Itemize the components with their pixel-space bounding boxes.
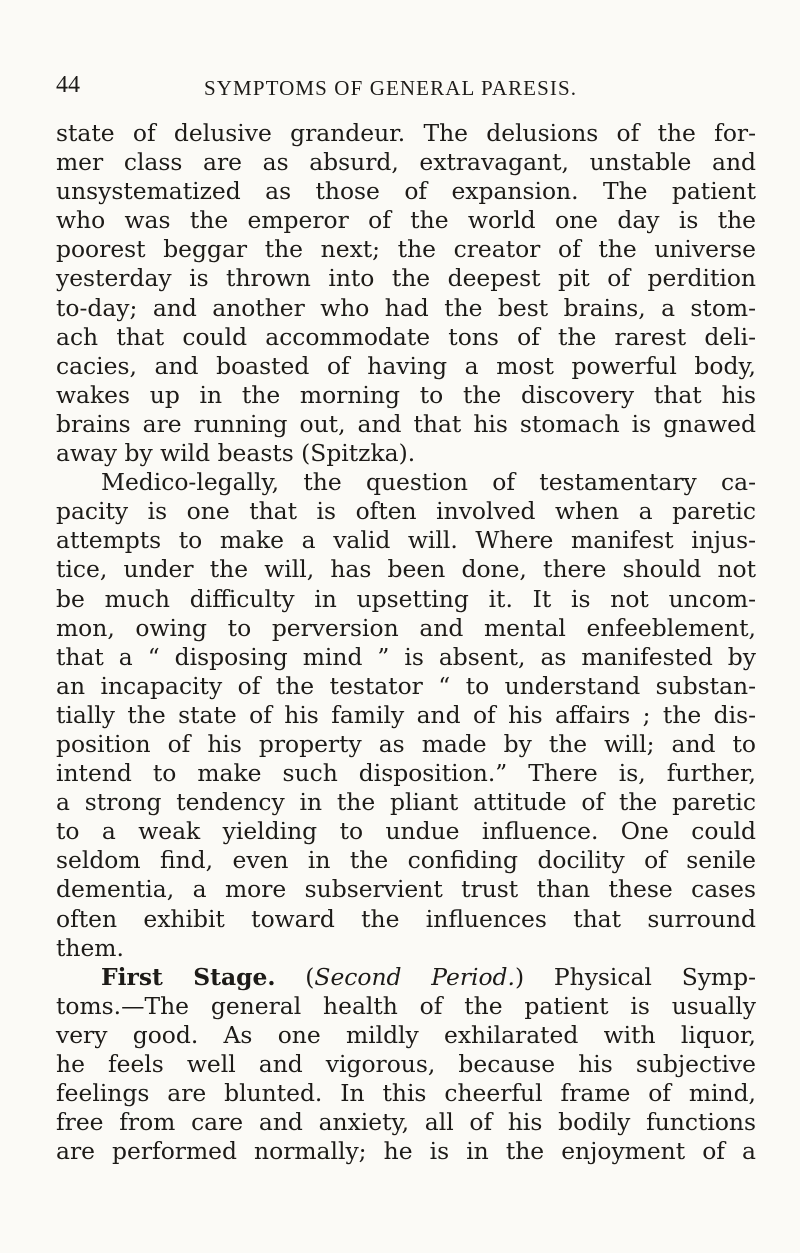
text-line: state of delusive grandeur. The delusions of the for- [56, 119, 756, 147]
text-line: that a “ disposing mind ” is absent, as manifested by [56, 642, 756, 671]
text-line: he feels well and vigorous, because his subjective [56, 1050, 756, 1078]
running-title: SYMPTOMS OF GENERAL PARESIS. [204, 76, 578, 100]
page-number: 44 [56, 72, 80, 98]
text-line: are performed normally; he is in the enjoyment of a [56, 1137, 756, 1166]
text-line: seldom find, even in the confiding docility of senile [56, 846, 756, 875]
first-stage-heading-line [56, 963, 756, 992]
text-line: dementia, a more subservient trust than these cases [56, 875, 756, 904]
text-line: be much difficulty in upsetting it. It is not uncom- [56, 584, 756, 613]
second-period-label: Second Period. [314, 962, 515, 991]
page-header [56, 64, 756, 104]
text-line: tice, under the will, has been done, there should not [56, 555, 756, 584]
text-line: a strong tendency in the pliant attitude of the paretic [56, 788, 756, 817]
close-paren: ) [514, 962, 525, 991]
text-line: pacity is one that is often involved when a paretic [56, 497, 756, 526]
text-line: poorest beggar the next; the creator of the universe [56, 235, 756, 264]
open-paren: ( [275, 962, 315, 991]
text-line: mon, owing to perversion and mental enfeeblement, [56, 613, 756, 642]
text-line: an incapacity of the testator “ to understand substan- [56, 671, 756, 700]
paragraph-end-line: away by wild beasts (Spitzka). [56, 439, 416, 468]
text-line: mer class are as absurd, extravagant, unstable and [56, 148, 756, 177]
first-stage-heading: First Stage. [101, 962, 276, 991]
text-line: often exhibit toward the influences that surround [56, 904, 756, 933]
body-text [56, 119, 756, 1166]
text-line: who was the emperor of the world one day is the [56, 206, 756, 235]
text-line: to a weak yielding to undue influence. One could [56, 817, 756, 846]
text-line: position of his property as made by the will; and to [56, 729, 756, 758]
text-line: toms.—The general health of the patient is usually [56, 991, 756, 1020]
text-line: attempts to make a valid will. Where manifest injus- [56, 526, 756, 555]
text-line: brains are running out, and that his stomach is gnawed [56, 409, 756, 438]
paragraph-start-line: Medico-legally, the question of testamentary ca- [101, 468, 756, 497]
text-line: wakes up in the morning to the discovery that his [56, 380, 756, 409]
text-line: to-day; and another who had the best brains, a stom- [56, 293, 756, 322]
text-line: cacies, and boasted of having a most powerful body, [56, 351, 756, 380]
text-line: very good. As one mildly exhilarated with liquor, [56, 1020, 756, 1049]
text-line: intend to make such disposition.” There is, further, [56, 759, 756, 788]
text-line: yesterday is thrown into the deepest pit of perdition [56, 264, 756, 293]
text-line: tially the state of his family and of his affairs ; the dis- [56, 700, 756, 729]
text-line: feelings are blunted. In this cheerful frame of mind, [56, 1079, 756, 1108]
physical-symptoms-text: Physical Symp- [524, 962, 756, 991]
text-line: free from care and anxiety, all of his bodily functions [56, 1108, 756, 1137]
paragraph-end-line: them. [56, 933, 124, 962]
text-line: unsystematized as those of expansion. The patient [56, 177, 756, 206]
text-line: ach that could accommodate tons of the rarest deli- [56, 322, 756, 351]
